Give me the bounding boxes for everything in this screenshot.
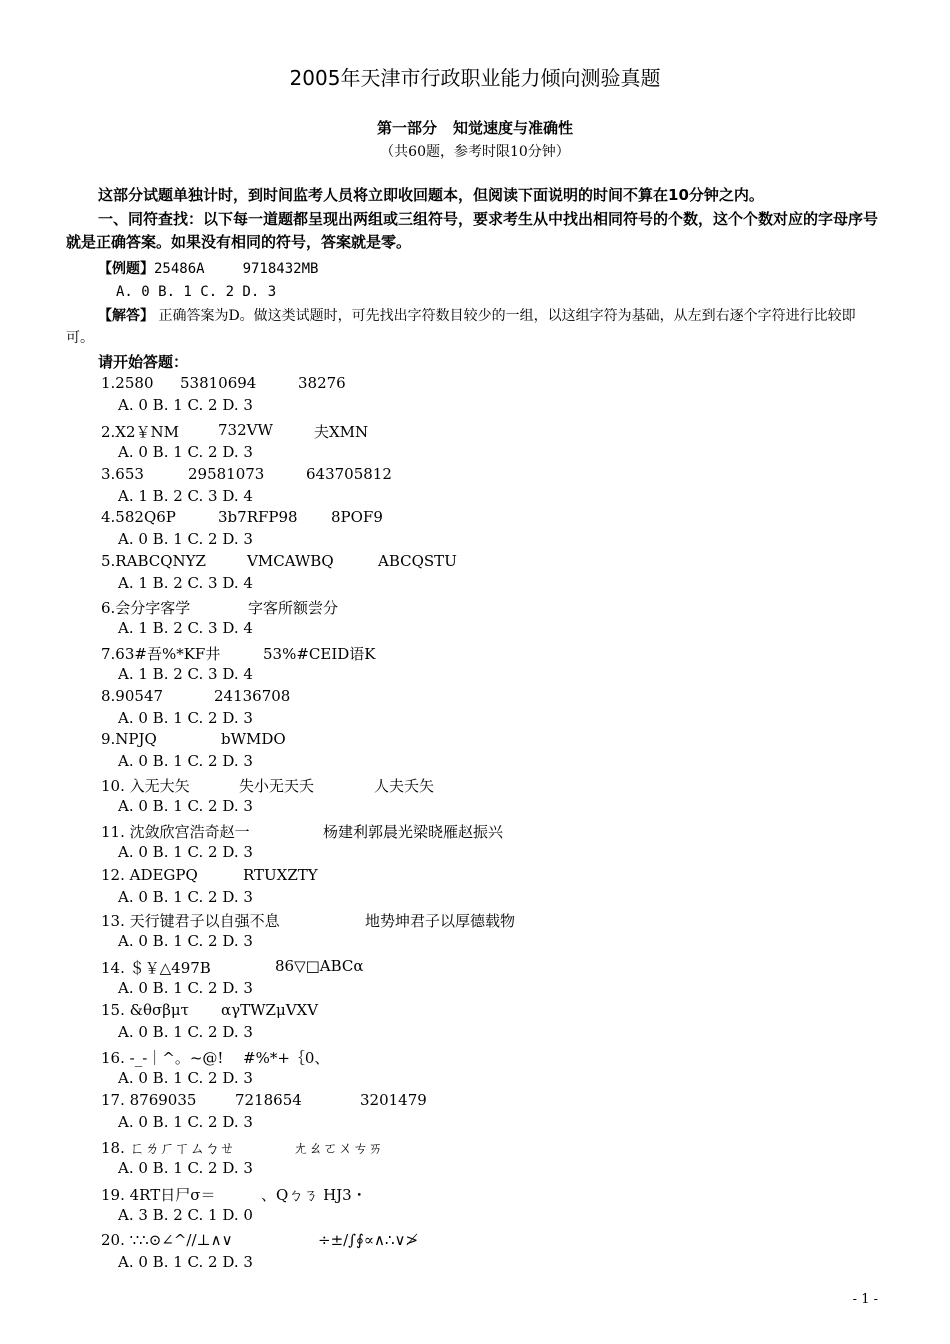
instruction-paragraph: 一、同符查找：以下每一道题都呈现出两组或三组符号，要求考生从中找出相同符号的个数，这个个数对应的字母序号就是正确答案。如果没有相同的符号，答案就是零。: [66, 210, 879, 251]
question-15-stem: 15. &θσβμτ: [101, 1001, 189, 1019]
explanation-text: 正确答案为D。做这类试题时，可先找出字符数目较少的一组，以这组字符为基础，从左到右逐个字符进行比较即可。: [66, 308, 856, 346]
question-3-stem: 3.653: [101, 465, 144, 483]
section-name: 知觉速度与准确性: [453, 119, 574, 137]
section-part: 第一部分: [376, 119, 437, 137]
question-1-stem: 1.2580: [101, 374, 154, 392]
question-13-stem: 13. 天行键君子以自强不息: [101, 912, 280, 930]
start-prompt: 请开始答题：: [98, 353, 189, 371]
question-6-group-2: 字客所额尝分: [248, 599, 339, 617]
question-4-stem: 4.582Q6P: [101, 508, 176, 526]
question-3-group-2: 29581073: [188, 465, 265, 483]
explanation-label: 【解答】: [98, 308, 154, 324]
page-number: - 1 -: [852, 1292, 878, 1307]
question-18-options: A. 0 B. 1 C. 2 D. 3: [118, 1159, 253, 1177]
question-6-stem: 6.会分字客学: [101, 599, 191, 617]
example-line: [98, 258, 318, 278]
question-7-stem: 7.63#吾%*KF井: [101, 645, 221, 663]
question-8-options: A. 0 B. 1 C. 2 D. 3: [118, 709, 253, 727]
question-16-options: A. 0 B. 1 C. 2 D. 3: [118, 1069, 253, 1087]
question-20-stem: 20. ∵∴⊙∠^//⊥∧∨: [101, 1231, 233, 1249]
question-2-options: A. 0 B. 1 C. 2 D. 3: [118, 443, 253, 461]
question-1-options: A. 0 B. 1 C. 2 D. 3: [118, 396, 253, 414]
question-2-group-2: 732VW: [218, 421, 273, 439]
question-9-group-2: bWMDO: [221, 730, 286, 748]
question-5-group-2: VMCAWBQ: [247, 552, 334, 570]
question-17-stem: 17. 8769035: [101, 1091, 197, 1109]
page-title: 2005年天津市行政职业能力倾向测验真题: [289, 66, 661, 90]
question-20-group-2: ÷±/∫∮∝∧∴∨≯: [318, 1231, 419, 1249]
question-10-stem: 10. 入无大矢: [101, 777, 190, 795]
example-group-1: 25486A: [154, 261, 205, 277]
question-12-group-2: RTUXZTY: [243, 866, 318, 884]
question-1-group-2: 53810694: [180, 374, 257, 392]
question-17-group-3: 3201479: [360, 1091, 427, 1109]
question-1-group-3: 38276: [298, 374, 346, 392]
example-label: 【例题】: [98, 261, 154, 277]
question-13-options: A. 0 B. 1 C. 2 D. 3: [118, 932, 253, 950]
question-5-group-3: ABCQSTU: [378, 552, 457, 570]
question-4-group-3: 8POF9: [331, 508, 383, 526]
question-14-group-2: 86▽□ABCα: [275, 957, 364, 975]
question-2-group-3: 夫XMN: [314, 423, 369, 441]
question-7-group-2: 53%#CEID语K: [263, 645, 376, 663]
question-6-options: A. 1 B. 2 C. 3 D. 4: [118, 619, 253, 637]
question-10-options: A. 0 B. 1 C. 2 D. 3: [118, 797, 253, 815]
question-12-options: A. 0 B. 1 C. 2 D. 3: [118, 888, 253, 906]
question-5-stem: 5.RABCQNYZ: [101, 552, 206, 570]
question-16-stem: 16. -_-｜^。~@!: [101, 1049, 224, 1067]
question-19-group-2: 、Qㄅㄋ HJ3・: [261, 1186, 367, 1204]
question-16-group-2: #%*+｛0、: [243, 1049, 330, 1067]
question-11-options: A. 0 B. 1 C. 2 D. 3: [118, 843, 253, 861]
question-17-options: A. 0 B. 1 C. 2 D. 3: [118, 1113, 253, 1131]
question-11-stem: 11. 沈敛欣宫浩奇赵一: [101, 823, 250, 841]
question-2-stem: 2.X2￥NM: [101, 423, 180, 441]
question-3-options: A. 1 B. 2 C. 3 D. 4: [118, 487, 253, 505]
question-3-group-3: 643705812: [306, 465, 392, 483]
question-9-options: A. 0 B. 1 C. 2 D. 3: [118, 752, 253, 770]
question-5-options: A. 1 B. 2 C. 3 D. 4: [118, 574, 253, 592]
section-note: （共60题，参考时限10分钟）: [380, 144, 570, 160]
question-14-options: A. 0 B. 1 C. 2 D. 3: [118, 979, 253, 997]
question-19-stem: 19. 4RT日尸σ＝: [101, 1186, 216, 1204]
question-10-group-2: 失小无天夭: [239, 777, 315, 795]
question-11-group-2: 杨建利郭晨光梁晓雁赵振兴: [323, 823, 504, 841]
question-18-stem: 18. ㄈㄌㄏㄒㄙㄅㄝ: [101, 1139, 235, 1157]
example-group-2: 9718432MB: [242, 261, 319, 277]
question-20-options: A. 0 B. 1 C. 2 D. 3: [118, 1253, 253, 1271]
question-12-stem: 12. ADEGPQ: [101, 866, 198, 884]
question-13-group-2: 地势坤君子以厚德载物: [365, 912, 516, 930]
question-17-group-2: 7218654: [235, 1091, 302, 1109]
question-19-options: A. 3 B. 2 C. 1 D. 0: [118, 1206, 253, 1224]
question-15-options: A. 0 B. 1 C. 2 D. 3: [118, 1023, 253, 1041]
explanation-paragraph: [66, 305, 880, 349]
question-8-stem: 8.90547: [101, 687, 164, 705]
example-options: A. 0 B. 1 C. 2 D. 3: [116, 284, 277, 300]
question-9-stem: 9.NPJQ: [101, 730, 157, 748]
question-18-group-2: ㄤㄠㄛㄨㄘㄞ: [293, 1139, 384, 1157]
section-heading: [0, 117, 950, 138]
question-10-group-3: 人夫夭矢: [374, 777, 435, 795]
question-8-group-2: 24136708: [214, 687, 291, 705]
question-4-group-2: 3b7RFP98: [218, 508, 298, 526]
question-15-group-2: αγTWZμVXV: [221, 1001, 319, 1019]
question-14-stem: 14. ＄￥△497B: [101, 959, 211, 977]
intro-paragraph: 这部分试题单独计时，到时间监考人员将立即收回题本，但阅读下面说明的时间不算在10分钟之内。: [98, 186, 764, 204]
question-7-options: A. 1 B. 2 C. 3 D. 4: [118, 665, 253, 683]
question-4-options: A. 0 B. 1 C. 2 D. 3: [118, 530, 253, 548]
